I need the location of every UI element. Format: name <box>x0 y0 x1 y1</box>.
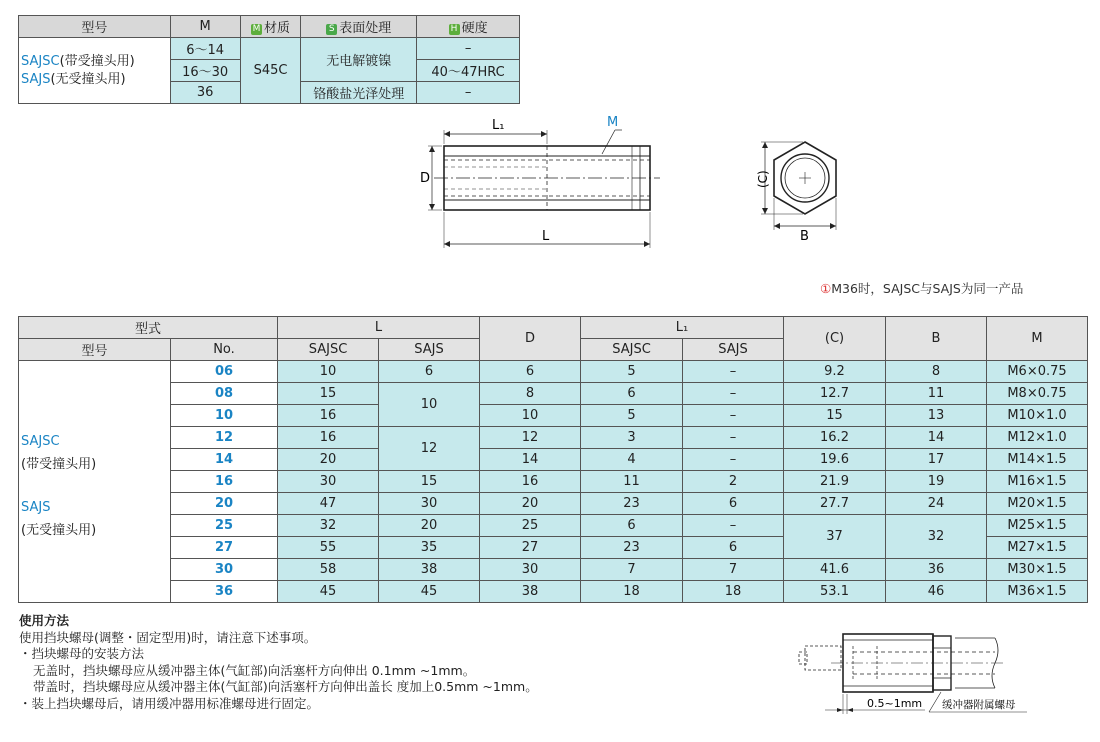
cell-m: M8×0.75 <box>987 383 1088 405</box>
cell-d: 12 <box>480 427 581 449</box>
table-row <box>19 361 1088 383</box>
cell-d: 20 <box>480 493 581 515</box>
cell-l1-sajsc: 6 <box>581 383 683 405</box>
table-row <box>19 383 1088 405</box>
cell-l1-sajsc: 4 <box>581 449 683 471</box>
cell-l1-sajs: – <box>683 427 784 449</box>
cell-c: 41.6 <box>784 559 886 581</box>
cell-m: M12×1.0 <box>987 427 1088 449</box>
cell-d: 25 <box>480 515 581 537</box>
spec-model-1: SAJSC <box>21 53 60 69</box>
header-no: No. <box>171 339 278 361</box>
m36-note <box>820 279 1023 297</box>
cell-m: M14×1.5 <box>987 449 1088 471</box>
label-l1: L₁ <box>492 118 505 133</box>
spec-material-value: S45C <box>240 38 301 104</box>
row-no: 12 <box>171 427 278 449</box>
cell-l-sajs: 38 <box>379 559 480 581</box>
surface-tag-icon: S <box>326 24 337 35</box>
warning-icon: ① <box>820 281 832 296</box>
header-type: 型式 <box>19 317 278 339</box>
row-no: 25 <box>171 515 278 537</box>
cell-m: M16×1.5 <box>987 471 1088 493</box>
label-attached-nut: 缓冲器附属螺母 <box>942 699 1016 711</box>
row-no: 16 <box>171 471 278 493</box>
usage-line: 带盖时，挡块螺母应从缓冲器主体(气缸部)向活塞杆方向伸出盖长 度加上0.5mm ~1mm。 <box>33 679 538 694</box>
cell-b: 13 <box>886 405 987 427</box>
header-d: D <box>480 317 581 361</box>
table-row <box>19 581 1088 603</box>
usage-line: ・挡块螺母的安装方法 <box>19 646 145 661</box>
table-row <box>19 471 1088 493</box>
cell-c: 9.2 <box>784 361 886 383</box>
cell-b: 32 <box>886 515 987 559</box>
cell-b: 24 <box>886 493 987 515</box>
cell-l-sajsc: 58 <box>278 559 379 581</box>
model-sajsc-note: (带受撞头用) <box>21 457 97 472</box>
row-no: 08 <box>171 383 278 405</box>
cell-c: 53.1 <box>784 581 886 603</box>
cell-l-sajsc: 32 <box>278 515 379 537</box>
usage-line: 无盖时，挡块螺母应从缓冲器主体(气缸部)向活塞杆方向伸出 0.1mm ~1mm。 <box>33 662 476 678</box>
cell-m: M36×1.5 <box>987 581 1088 603</box>
cell-l1-sajs: 2 <box>683 471 784 493</box>
label-d: D <box>420 171 431 186</box>
model-sajs: SAJS <box>21 500 51 515</box>
usage-title: 使用方法 <box>19 613 70 628</box>
cell-m: M30×1.5 <box>987 559 1088 581</box>
cell-l-sajs: 12 <box>379 427 480 471</box>
cell-l-sajsc: 47 <box>278 493 379 515</box>
usage-line: ・装上挡块螺母后，请用缓冲器用标准螺母进行固定。 <box>19 695 320 711</box>
row-no: 27 <box>171 537 278 559</box>
cell-c: 12.7 <box>784 383 886 405</box>
m36-note-text: M36时，SAJSC与SAJS为同一产品 <box>831 281 1024 296</box>
cell-b: 11 <box>886 383 987 405</box>
installation-drawing <box>795 626 1035 722</box>
cell-l1-sajsc: 7 <box>581 559 683 581</box>
cell-l-sajs: 10 <box>379 383 480 427</box>
spec-header-hardness <box>417 16 520 38</box>
spec-m-value: 16～30 <box>170 60 240 82</box>
cell-l-sajsc: 20 <box>278 449 379 471</box>
cell-c: 16.2 <box>784 427 886 449</box>
header-model: 型号 <box>19 339 171 361</box>
header-b: B <box>886 317 987 361</box>
header-l1-sajsc: SAJSC <box>581 339 683 361</box>
header-m: M <box>987 317 1088 361</box>
spec-m-value: 6～14 <box>170 38 240 60</box>
cell-l1-sajsc: 3 <box>581 427 683 449</box>
cell-l-sajs: 30 <box>379 493 480 515</box>
cell-l-sajsc: 30 <box>278 471 379 493</box>
material-tag-icon: M <box>252 24 261 34</box>
cell-l1-sajsc: 5 <box>581 361 683 383</box>
cell-l-sajsc: 16 <box>278 427 379 449</box>
cell-l-sajsc: 10 <box>278 361 379 383</box>
header-l1: L₁ <box>581 317 784 339</box>
spec-header-hardness-label: 硬度 <box>461 21 488 36</box>
label-clearance: 0.5~1mm <box>867 697 923 710</box>
table-row <box>19 559 1088 581</box>
cell-b: 17 <box>886 449 987 471</box>
cell-c: 27.7 <box>784 493 886 515</box>
spec-model-2-note: (无受撞头用) <box>50 71 126 87</box>
end-view-drawing <box>745 132 865 247</box>
cell-l1-sajs: – <box>683 449 784 471</box>
label-c: (C) <box>756 170 770 188</box>
header-l-sajsc: SAJSC <box>278 339 379 361</box>
cell-l1-sajs: – <box>683 383 784 405</box>
cell-l-sajsc: 55 <box>278 537 379 559</box>
spec-table <box>18 15 520 104</box>
cell-l-sajsc: 16 <box>278 405 379 427</box>
cell-l1-sajs: – <box>683 405 784 427</box>
cell-b: 46 <box>886 581 987 603</box>
spec-model-2: SAJS <box>21 71 51 87</box>
cell-l1-sajsc: 11 <box>581 471 683 493</box>
cell-m: M25×1.5 <box>987 515 1088 537</box>
cell-l1-sajs: – <box>683 361 784 383</box>
cell-c: 21.9 <box>784 471 886 493</box>
spec-hardness-value: 40～47HRC <box>417 60 520 82</box>
spec-header-m: M <box>170 16 240 38</box>
cell-l1-sajs: 6 <box>683 537 784 559</box>
header-c: (C) <box>784 317 886 361</box>
cell-l-sajs: 6 <box>379 361 480 383</box>
cell-l-sajs: 45 <box>379 581 480 603</box>
cell-l1-sajsc: 18 <box>581 581 683 603</box>
cell-l1-sajs: 18 <box>683 581 784 603</box>
cell-l1-sajsc: 23 <box>581 493 683 515</box>
label-m: M <box>607 115 619 130</box>
label-l: L <box>542 229 550 244</box>
row-no: 36 <box>171 581 278 603</box>
cell-l1-sajs: 7 <box>683 559 784 581</box>
spec-model-cell <box>19 38 171 104</box>
row-no: 20 <box>171 493 278 515</box>
row-no: 06 <box>171 361 278 383</box>
cell-d: 16 <box>480 471 581 493</box>
table-row <box>19 405 1088 427</box>
cell-d: 38 <box>480 581 581 603</box>
spec-header-material-label: 材质 <box>263 21 290 36</box>
cell-b: 19 <box>886 471 987 493</box>
dimension-table <box>18 316 1088 603</box>
cell-l-sajs: 15 <box>379 471 480 493</box>
spec-model-1-note: (带受撞头用) <box>59 53 135 69</box>
cell-d: 14 <box>480 449 581 471</box>
row-no: 14 <box>171 449 278 471</box>
row-no: 10 <box>171 405 278 427</box>
cell-d: 27 <box>480 537 581 559</box>
spec-header-surface-label: 表面处理 <box>339 21 392 36</box>
model-column <box>19 361 171 603</box>
cell-b: 14 <box>886 427 987 449</box>
cell-m: M10×1.0 <box>987 405 1088 427</box>
hardness-tag-icon: H <box>449 24 460 35</box>
cell-d: 6 <box>480 361 581 383</box>
header-l: L <box>278 317 480 339</box>
cell-m: M20×1.5 <box>987 493 1088 515</box>
cell-l-sajsc: 45 <box>278 581 379 603</box>
spec-surface-value: 无电解镀镍 <box>301 38 417 82</box>
spec-header-material <box>240 16 301 38</box>
spec-header-surface <box>301 16 417 38</box>
spec-surface-value: 铬酸盐光泽处理 <box>301 82 417 104</box>
cell-d: 8 <box>480 383 581 405</box>
table-row <box>19 493 1088 515</box>
cell-l1-sajsc: 5 <box>581 405 683 427</box>
usage-section <box>19 613 538 712</box>
cell-d: 10 <box>480 405 581 427</box>
cell-l1-sajsc: 23 <box>581 537 683 559</box>
cell-l-sajs: 35 <box>379 537 480 559</box>
spec-hardness-value: – <box>417 82 520 104</box>
cell-l1-sajs: 6 <box>683 493 784 515</box>
spec-hardness-value: – <box>417 38 520 60</box>
row-no: 30 <box>171 559 278 581</box>
usage-line: 使用挡块螺母(调整・固定型用)时，请注意下述事项。 <box>19 629 317 645</box>
header-l1-sajs: SAJS <box>683 339 784 361</box>
side-view-drawing <box>410 112 680 252</box>
cell-c: 37 <box>784 515 886 559</box>
cell-m: M6×0.75 <box>987 361 1088 383</box>
cell-b: 36 <box>886 559 987 581</box>
model-sajsc: SAJSC <box>21 434 60 449</box>
label-b: B <box>800 229 809 244</box>
spec-header-model: 型号 <box>19 16 171 38</box>
model-sajs-note: (无受撞头用) <box>21 523 97 538</box>
cell-l-sajs: 20 <box>379 515 480 537</box>
table-row <box>19 449 1088 471</box>
spec-m-value: 36 <box>170 82 240 104</box>
cell-l1-sajs: – <box>683 515 784 537</box>
table-row <box>19 427 1088 449</box>
cell-d: 30 <box>480 559 581 581</box>
cell-c: 19.6 <box>784 449 886 471</box>
cell-l1-sajsc: 6 <box>581 515 683 537</box>
cell-m: M27×1.5 <box>987 537 1088 559</box>
cell-c: 15 <box>784 405 886 427</box>
cell-b: 8 <box>886 361 987 383</box>
table-row <box>19 515 1088 537</box>
header-l-sajs: SAJS <box>379 339 480 361</box>
cell-l-sajsc: 15 <box>278 383 379 405</box>
